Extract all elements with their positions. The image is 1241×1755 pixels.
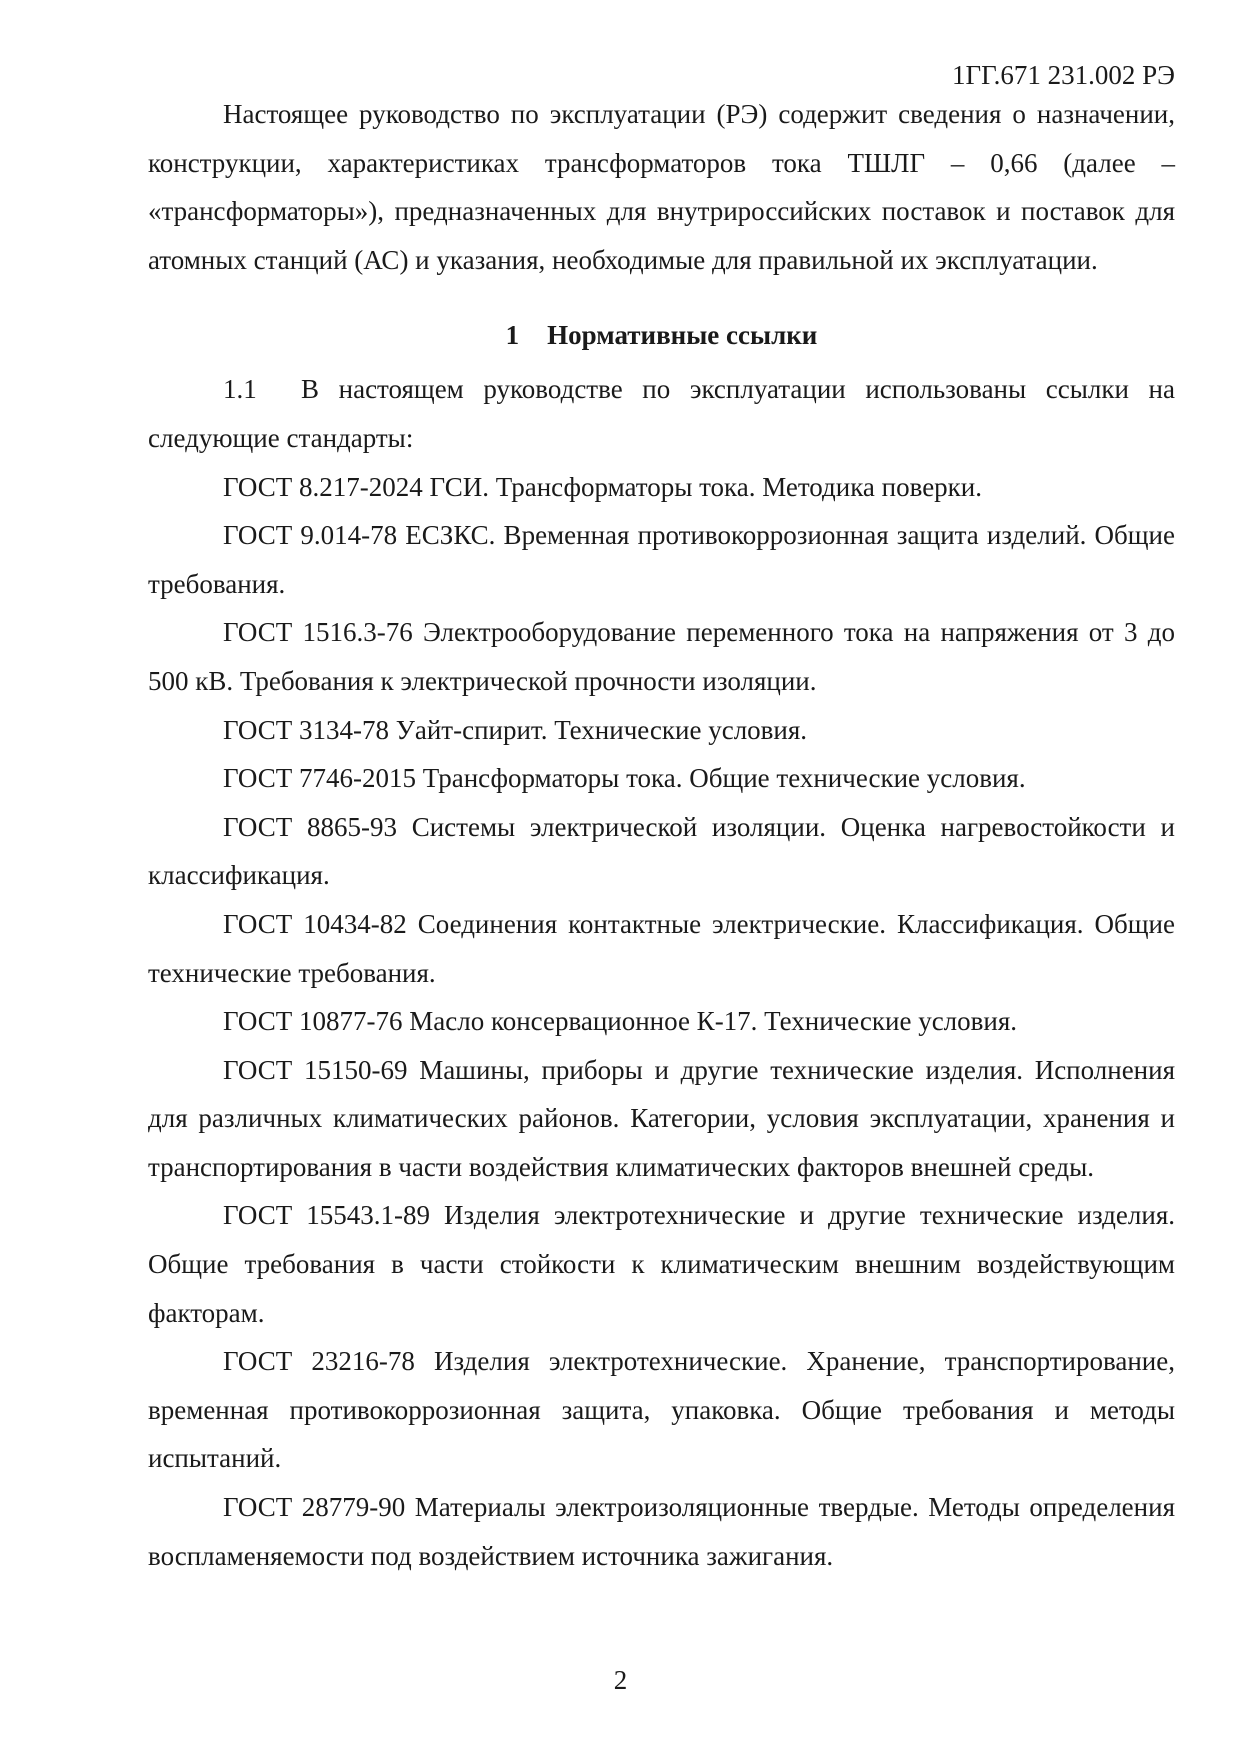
standard-item: ГОСТ 10877-76 Масло консервационное К-17. Технические условия.	[223, 1006, 1018, 1037]
document-code: 1ГГ.671 231.002 РЭ	[951, 60, 1175, 90]
standard-item: ГОСТ 23216-78 Изделия электротехнические. Хранение, транспортирование, временная противокоррозионная защита, упаковка. Общие требования и методы испытаний.	[148, 1346, 1175, 1474]
section-number: 1	[505, 320, 520, 351]
standard-item: ГОСТ 15543.1-89 Изделия электротехнические и другие технические изделия. Общие требования в части стойкости к климатическим внешним воздействующим факторам.	[148, 1200, 1175, 1328]
page-number: 2	[613, 1665, 628, 1695]
section-heading	[148, 311, 1175, 359]
standard-item: ГОСТ 15150-69 Машины, приборы и другие технические изделия. Исполнения для различных климатических районов. Категории, условия эксплуатации, хранения и транспортирования в части воздействия климатических факторов внешней среды.	[148, 1054, 1175, 1182]
page-content	[148, 90, 1175, 1580]
standard-item: ГОСТ 10434-82 Соединения контактные электрические. Классификация. Общие технические требования.	[148, 908, 1175, 988]
standard-item: ГОСТ 7746-2015 Трансформаторы тока. Общие технические условия.	[223, 763, 1026, 794]
standard-item: ГОСТ 1516.3-76 Электрооборудование переменного тока на напряжения от 3 до 500 кВ. Требования к электрической прочности изоляции.	[148, 617, 1175, 696]
clause-paragraph	[148, 365, 1175, 462]
standard-item: ГОСТ 8865-93 Системы электрической изоляции. Оценка нагревостойкости и классификация.	[148, 811, 1175, 891]
standard-item: ГОСТ 8.217-2024 ГСИ. Трансформаторы тока. Методика поверки.	[223, 471, 982, 502]
clause-text: В настоящем руководстве по эксплуатации использованы ссылки на следующие стандарты:	[148, 374, 1175, 453]
standard-item: ГОСТ 9.014-78 ЕСЗКС. Временная противокоррозионная защита изделий. Общие требования.	[148, 520, 1175, 599]
intro-paragraph: Настоящее руководство по эксплуатации (РЭ) содержит сведения о назначении, конструкции, характеристиках трансформаторов тока ТШЛГ – 0,66 (далее – «трансформаторы»), предназначенных для внутрироссийских поставок и поставок для атомных станций (АС) и указания, необходимые для правильной их эксплуатации.	[148, 99, 1175, 275]
section-title: Нормативные ссылки	[547, 320, 818, 351]
standard-item: ГОСТ 3134-78 Уайт-спирит. Технические условия.	[223, 714, 808, 745]
standard-item: ГОСТ 28779-90 Материалы электроизоляционные твердые. Методы определения воспламеняемости под воздействием источника зажигания.	[148, 1492, 1175, 1571]
clause-number: 1.1	[223, 374, 257, 405]
